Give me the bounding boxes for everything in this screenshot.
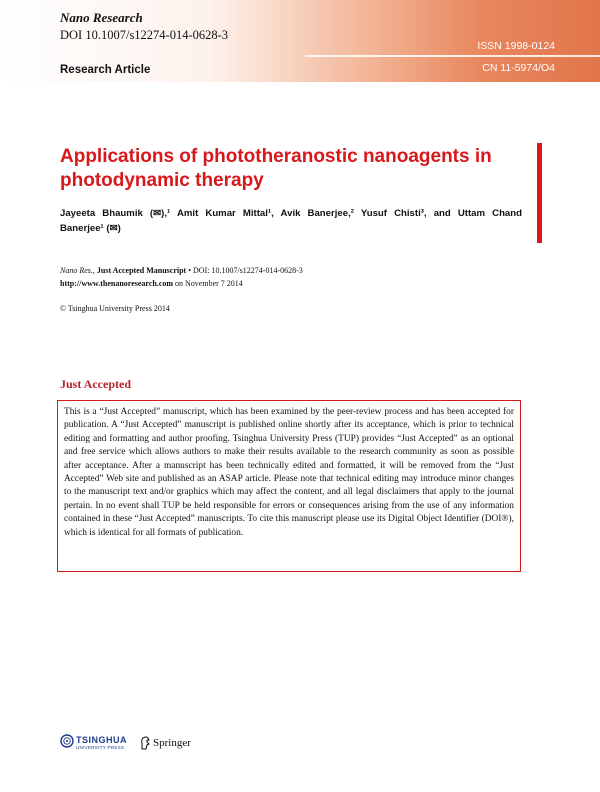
publication-date: on November 7 2014 (173, 279, 243, 288)
just-accepted-box (57, 400, 521, 572)
journal-abbrev: Nano Res. (60, 266, 93, 275)
journal-name: Nano Research (60, 10, 143, 25)
article-type: Research Article (60, 64, 151, 76)
springer-wordmark: Springer (153, 737, 191, 749)
url-line (60, 279, 243, 288)
copyright: © Tsinghua University Press 2014 (60, 304, 170, 313)
just-accepted-text: This is a “Just Accepted” manuscript, which has been examined by the peer-review process and has been accepted for publication. A “Just Accepted” manuscript is published online shortly after its acceptance, which is prior to technical editing and formatting and author proofing. Tsinghua University Press (TUP) provides “Just Accepted” as an optional and free service which allows authors to make their results available to the research community as soon as possible after acceptance. After a manuscript has been technically edited and formatted, it will be removed from the “Just Accepted” Web site and published as an ASAP article. Please note that technical editing may introduce minor changes to the manuscript text and/or graphics which may affect the content, and all legal disclaimers that apply to the journal pertain. In no event shall TUP be held responsible for errors or consequences arising from the use of any information contained in these “Just Accepted” manuscripts. To cite this manuscript please use its Digital Object Identifier (DOI®), which is identical for all formats of publication. (64, 407, 514, 538)
issn: ISSN 1998-0124 (477, 40, 555, 52)
header-doi: DOI 10.1007/s12274-014-0628-3 (60, 28, 229, 42)
journal-header (0, 0, 600, 82)
journal-url[interactable]: http://www.thenanoresearch.com (60, 279, 174, 288)
header-divider (305, 55, 600, 57)
publisher-logos (60, 734, 260, 756)
citation-doi: • DOI: 10.1007/s12274-014-0628-3 (188, 266, 303, 275)
citation-line: Nano Res., Just Accepted Manuscript • DOI: 10.1007/s12274-014-0628-3 (60, 266, 303, 275)
author-list-line2: Banerjee¹ (✉) (60, 223, 121, 234)
springer-horse-icon (139, 736, 151, 750)
tsinghua-subtitle: UNIVERSITY PRESS (76, 745, 125, 750)
author-list-line1: Jayeeta Bhaumik (✉),¹ Amit Kumar Mittal¹, Avik Banerjee,² Yusuf Chisti³, and Uttam Chand (60, 208, 522, 219)
tsinghua-seal-icon (60, 734, 74, 748)
just-accepted-heading: Just Accepted (60, 377, 131, 391)
paper-title: Applications of phototheranostic nanoagents in photodynamic therapy (60, 146, 492, 191)
title-accent-bar (537, 143, 542, 243)
cn-number: CN 11-5974/O4 (482, 62, 555, 74)
tsinghua-wordmark: TSINGHUA (76, 735, 127, 745)
manuscript-status: Just Accepted Manuscript (96, 266, 187, 275)
